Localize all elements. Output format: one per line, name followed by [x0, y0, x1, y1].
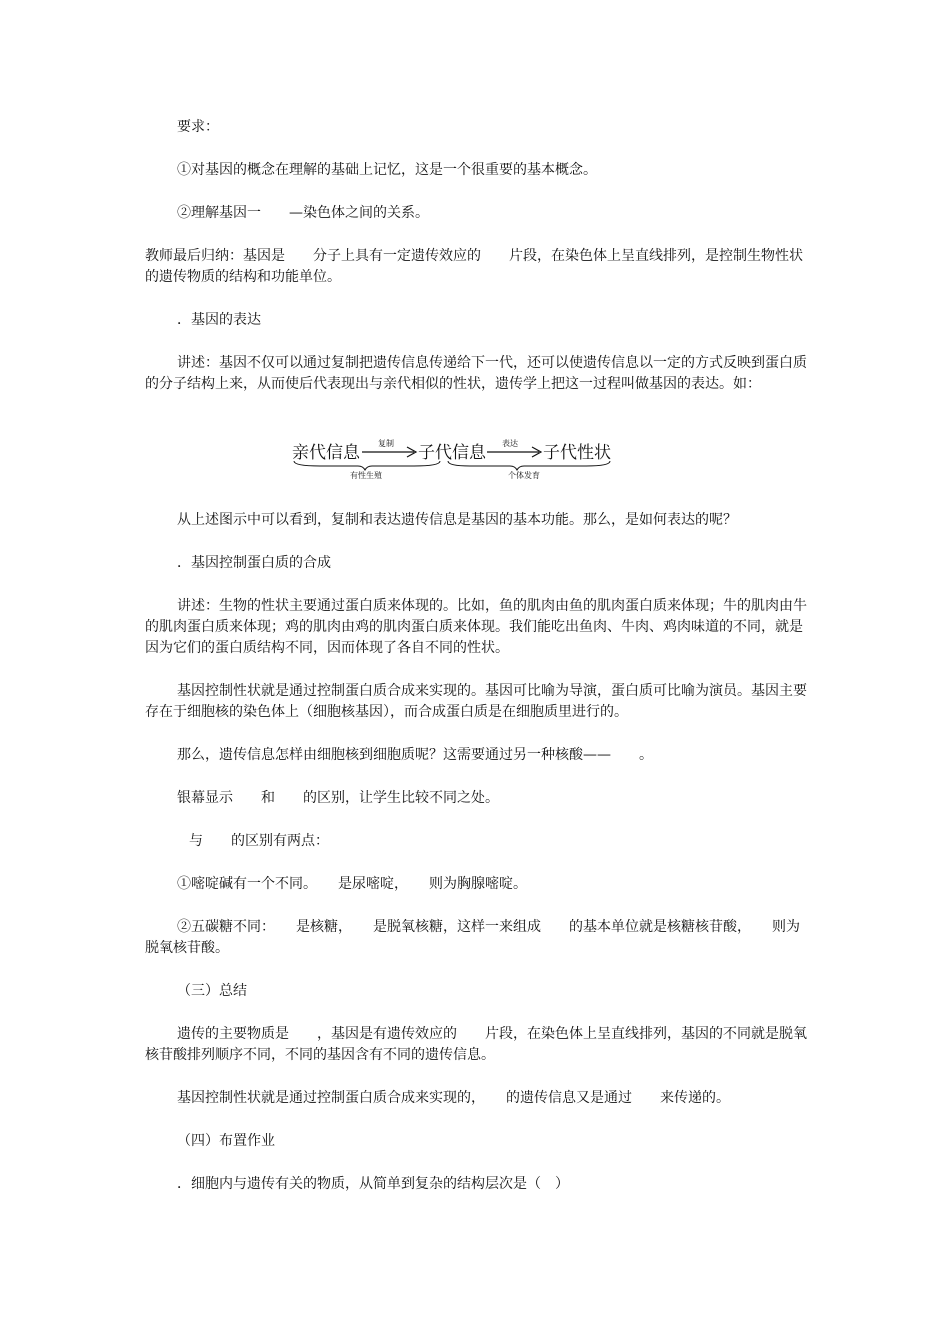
diagram-node-parent-info: 亲代信息: [292, 443, 360, 463]
section-protein-synthesis: ．基因控制蛋白质的合成: [177, 555, 331, 571]
requirement-1: ①对基因的概念在理解的基础上记忆，这是一个很重要的基本概念。: [177, 162, 597, 178]
difference-intro: 与 的区别有两点：: [189, 833, 329, 849]
diagram-node-child-info: 子代信息: [418, 443, 486, 463]
summary-heading: （三）总结: [177, 983, 247, 999]
screen-display-paragraph: 银幕显示 和 的区别，让学生比较不同之处。: [177, 790, 499, 806]
requirements-heading: 要求：: [177, 119, 219, 135]
diagram-brace-label-sexual: 有性生殖: [350, 471, 382, 480]
after-diagram-text: 从上述图示中可以看到，复制和表达遗传信息是基因的基本功能。那么，是如何表达的呢？: [177, 512, 737, 528]
difference-2: ②五碳糖不同： 是核糖， 是脱氧核糖，这样一来组成 的基本单位就是核糖核苷酸， 则为脱氧核苷酸。: [145, 919, 800, 956]
teacher-summary: 教师最后归纳：基因是 分子上具有一定遗传效应的 片段，在染色体上呈直线排列，是控制生物性状的遗传物质的结构和功能单位。: [145, 248, 803, 285]
section-gene-expression: ．基因的表达: [177, 312, 261, 328]
diagram-arrow-label-copy: 复制: [378, 439, 394, 448]
summary-paragraph-1: 遗传的主要物质是 ，基因是有遗传效应的 片段，在染色体上呈直线排列，基因的不同就是脱氧核苷酸排列顺序不同，不同的基因含有不同的遗传信息。: [145, 1026, 807, 1063]
diagram-svg: [290, 432, 620, 480]
difference-1: ①嘧啶碱有一个不同。 是尿嘧啶， 则为胸腺嘧啶。: [177, 876, 527, 892]
diagram-arrow-label-express: 表达: [502, 439, 518, 448]
gene-expression-diagram: [290, 432, 620, 480]
homework-heading: （四）布置作业: [177, 1133, 275, 1149]
diagram-brace-label-development: 个体发育: [508, 471, 540, 480]
gene-control-paragraph: 基因控制性状就是通过控制蛋白质合成来实现的。基因可比喻为导演，蛋白质可比喻为演员。基因主要存在于细胞核的染色体上（细胞核基因），而合成蛋白质是在细胞质里进行的。: [145, 683, 807, 720]
lecture-protein-traits: 讲述：生物的性状主要通过蛋白质来体现的。比如，鱼的肌肉由鱼的肌肉蛋白质来体现；牛的肌肉由牛的肌肉蛋白质来体现；鸡的肌肉由鸡的肌肉蛋白质来体现。我们能吃出鱼肉、牛肉、鸡肉味道的不同，就是因为它们的蛋白质结构不同，因而体现了各自不同的性状。: [145, 598, 807, 656]
requirement-2: ②理解基因一 —染色体之间的关系。: [177, 205, 429, 221]
lecture-gene-expression: 讲述：基因不仅可以通过复制把遗传信息传递给下一代，还可以使遗传信息以一定的方式反映到蛋白质的分子结构上来，从而使后代表现出与亲代相似的性状，遗传学上把这一过程叫做基因的表达。如：: [145, 355, 807, 392]
diagram-node-child-trait: 子代性状: [543, 443, 611, 463]
homework-question-1: ．细胞内与遗传有关的物质，从简单到复杂的结构层次是（ ）: [177, 1176, 569, 1192]
question-paragraph: 那么，遗传信息怎样由细胞核到细胞质呢？这需要通过另一种核酸—— 。: [177, 747, 653, 763]
summary-paragraph-2: 基因控制性状就是通过控制蛋白质合成来实现的， 的遗传信息又是通过 来传递的。: [177, 1090, 730, 1106]
